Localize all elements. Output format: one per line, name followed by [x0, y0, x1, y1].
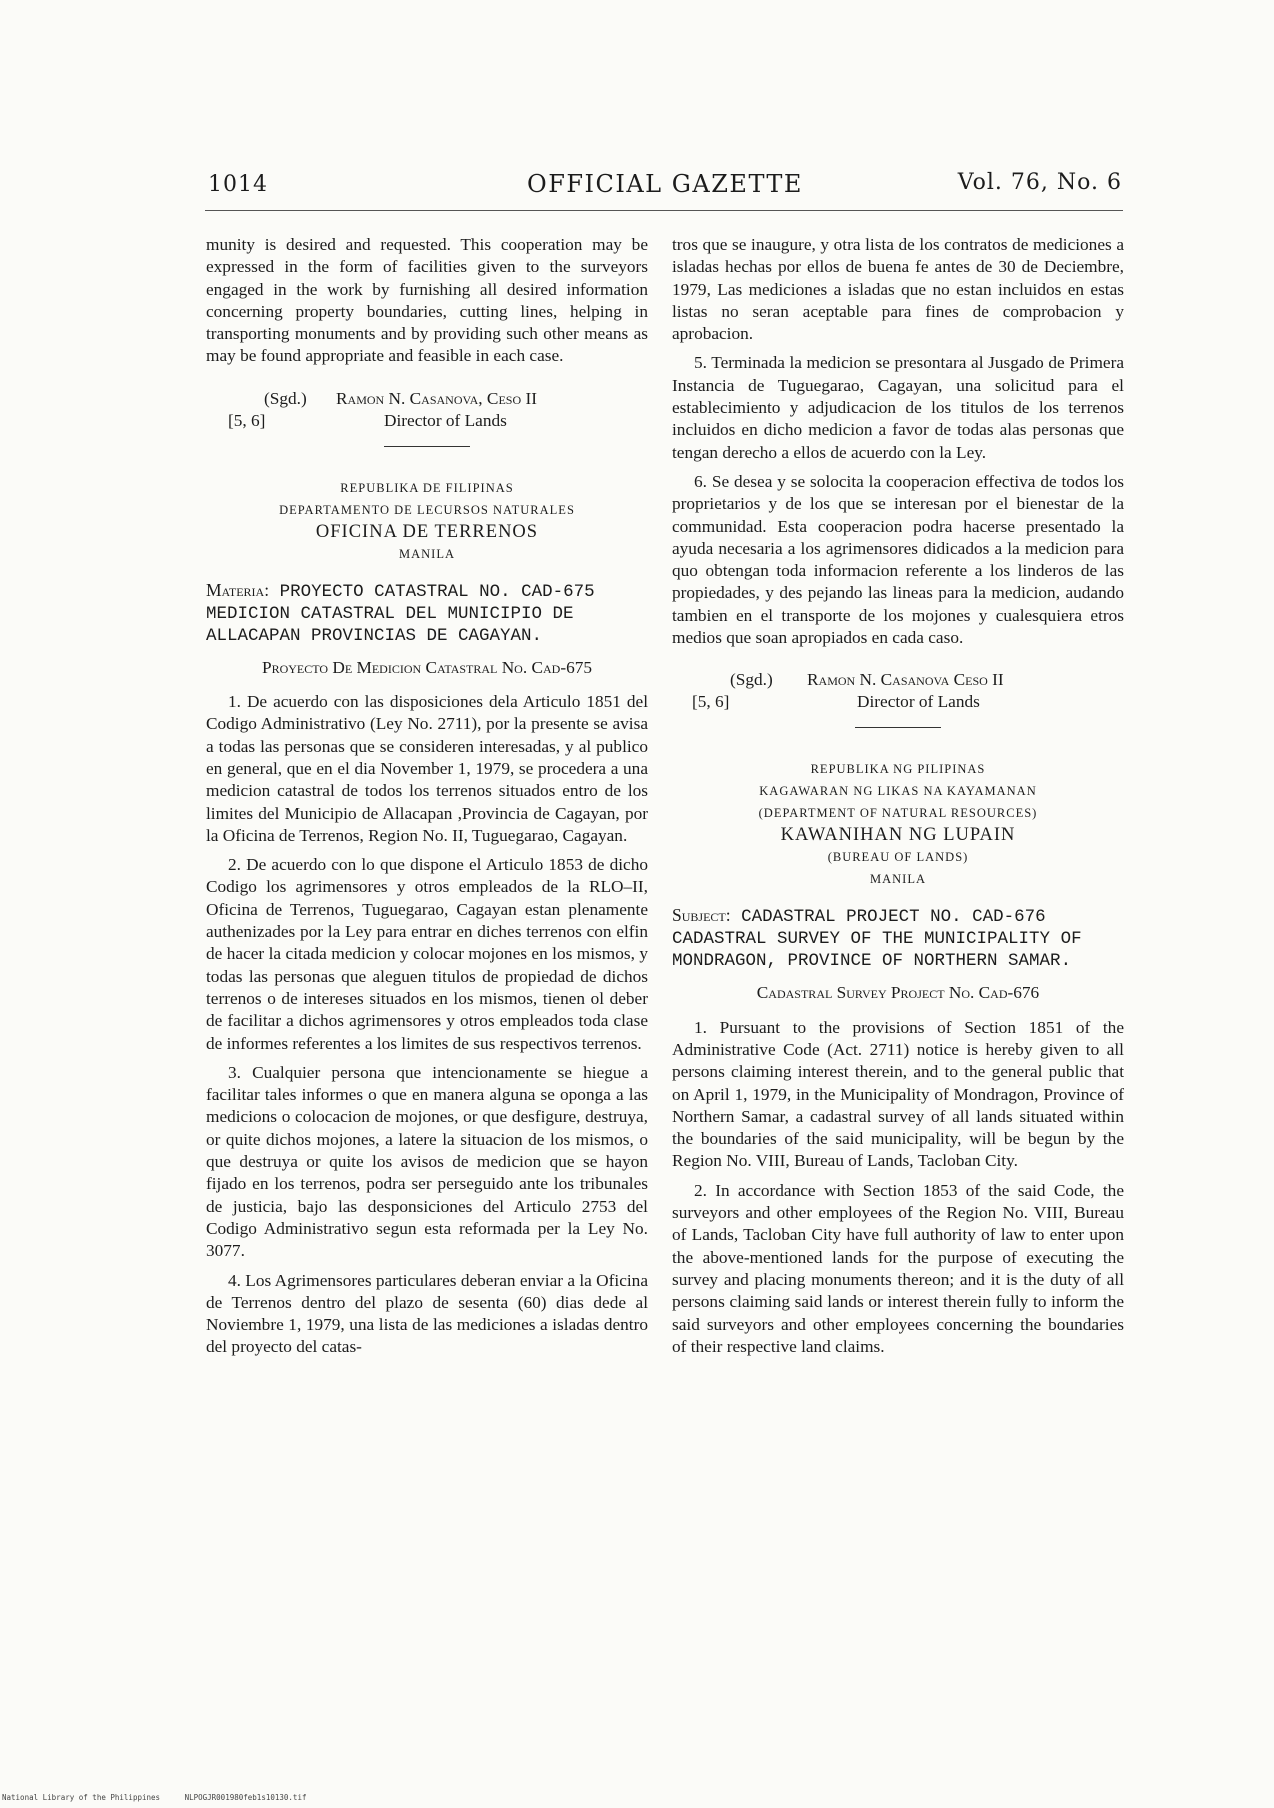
notice-republic: REPUBLIKA NG PILIPINAS — [810, 762, 986, 777]
notice-republic: REPUBLIKA DE FILIPINAS — [340, 480, 514, 495]
continued-paragraph: tros que se inaugure, y otra lista de los contratos de mediciones a isladas hechas por ellos de buena fe antes de 30 de Deciembre, 1979, Las mediciones a isladas que no estan incluidos en estas listas no seran aceptable para fines de comprobacion y aprobacion. — [672, 235, 1124, 344]
signer-name: Ramon N. Casanova Ceso II — [807, 670, 1004, 690]
left-column — [206, 234, 648, 1366]
signer-title: Director of Lands — [384, 410, 507, 430]
paragraph: 1. De acuerdo con las disposiciones dela Articulo 1851 del Codigo Administrativo (Ley No. 2711), por la presente se avisa a todas las personas que se consideren interesadas, y al publico en general, que en el dia November 1, 1979, se procedera a una medicion catastral de todos los terrenos situados entro de los limites del Municipio de Allacapan ,Provincia de Cagayan, por la Oficina de Terrenos, Region No. II, Tuguegarao, Cagayan. — [206, 692, 648, 845]
signed-mark: (Sgd.) — [264, 388, 307, 408]
page-number: 1014 — [208, 172, 268, 197]
project-heading: Cadastral Survey Project No. Cad-676 — [756, 983, 1040, 1003]
paragraph: 2. In accordance with Section 1853 of the said Code, the surveyors and other employees of the Region No. VIII, Bureau of Lands, Tacloban City have full authority of law to enter upon the above-mentioned lands for the purpose of executing the survey and placing monuments thereon; and it is the duty of all persons claiming said lands or interest therein fully to inform the said surveyors and other employees concerning the boundaries of their respective land claims. — [672, 1180, 1124, 1356]
page-header — [208, 168, 1122, 208]
notice-department: KAGAWARAN NG LIKAS NA KAYAMANAN — [759, 784, 1037, 799]
right-column — [672, 234, 1124, 1365]
section-divider — [855, 727, 941, 728]
notice-city: MANILA — [870, 872, 926, 887]
paragraph: 1. Pursuant to the provisions of Section 1851 of the Administrative Code (Act. 2711) notice is hereby given to all persons claiming interest therein, and to the general public that on April 1, 1979, in the Municipality of Mondragon, Province of Northern Samar, a cadastral survey of all lands situated within the boundaries of the said municipality, will be begun by the Region No. VIII, Bureau of Lands, Tacloban City. — [672, 1017, 1124, 1171]
paragraph: 5. Terminada la medicion se presontara al Jusgado de Primera Instancia de Tuguegarao, Cagayan, una solicitud para el establecimiento y adjudicacion de los titulos de los terrenos incluidos en dicho medicion a favor de todas alas personas que tengan derecho a ellos de acuerdo con la Ley. — [672, 353, 1124, 462]
section-divider — [384, 446, 470, 447]
library-credit: National Library of the Philippines — [2, 1793, 161, 1802]
notice-bureau-en: (BUREAU OF LANDS) — [827, 850, 969, 865]
publication-title: OFFICIAL GAZETTE — [527, 170, 803, 198]
paragraph: 2. De acuerdo con lo que dispone el Articulo 1853 de dicho Codigo los agrimensores y otros empleados de la RLO–II, Oficina de Terrenos, Tuguegarao, Cagayan estan plenamente authenizades por la Ley para entrar en diches terrenos con elfin de hacer la citada medicion y colocar mojones en los mismos, y todas las personas que aleguen titulos de propiedad de dichos terrenos o de intereses situados en los mismos, tienen ol deber de facilitar a dichos agrimensores y otros empleados toda clase de informes referentes a los limites de sus respectivos terrenos. — [206, 855, 648, 1053]
signature-block — [206, 388, 648, 434]
paragraph: 3. Cualquier persona que intencionamente se hiegue a facilitar tales informes o que en manera alguna se oponga a las medicions o colocacion de mojones, or que desfigure, destruya, or quite dichos mojones, a latere la situacion de los mismos, o que destruya or quite los avisos de medicion que se hayon fijado en los terrenos, podra ser perseguido ante los tribunales de justicia, bajo las desponsiciones del Articulo 2753 del Codigo Administrativo segun esta reformada per la Ley No. 3077. — [206, 1062, 648, 1261]
notice-office: KAWANIHAN NG LUPAIN — [780, 825, 1016, 846]
volume-label: Vol. 76, No. 6 — [957, 170, 1122, 195]
scan-footer — [2, 1793, 326, 1802]
issue-ref: [5, 6] — [692, 692, 730, 712]
notice-subject — [206, 579, 648, 647]
file-name: NLPOGJR001980feb1s10130.tif — [184, 1793, 307, 1802]
notice-department: DEPARTAMENTO DE LECURSOS NATURALES — [279, 502, 575, 517]
intro-paragraph: munity is desired and requested. This cooperation may be expressed in the form of facilities given to the surveyors engaged in the work by furnishing all desired information concerning property boundaries, cutting lines, helping in transporting monuments and by providing such other means as may be found appropriate and feasible in each case. — [206, 235, 648, 366]
header-rule — [205, 210, 1123, 211]
subject-text: PROYECTO CATASTRAL NO. CAD-675 MEDICION CATASTRAL DEL MUNICIPIO DE ALLACAPAN PROVINCIAS DE CAGAYAN. — [206, 581, 595, 646]
signature-block — [672, 669, 1124, 715]
signer-name: Ramon N. Casanova, Ceso II — [336, 388, 537, 408]
paragraph: 4. Los Agrimensores particulares deberan enviar a la Oficina de Terrenos dentro del plazo de sesenta (60) dias dede al Noviembre 1, 1979, una lista de las mediciones a isladas dentro del proyecto del catas- — [206, 1270, 648, 1357]
notice-department-en: (DEPARTMENT OF NATURAL RESOURCES) — [758, 806, 1038, 821]
notice-office: OFICINA DE TERRENOS — [315, 521, 539, 542]
notice-subject — [672, 904, 1124, 972]
issue-ref: [5, 6] — [228, 410, 266, 430]
signer-title: Director of Lands — [857, 692, 980, 712]
subject-text: CADASTRAL PROJECT NO. CAD-676 CADASTRAL SURVEY OF THE MUNICIPALITY OF MONDRAGON, PROVINCE OF NORTHERN SAMAR. — [672, 907, 1082, 972]
notice-city: MANILA — [399, 546, 455, 561]
subject-label: Subject: — [672, 905, 731, 926]
project-heading: Proyecto De Medicion Catastral No. Cad-675 — [261, 657, 593, 677]
paragraph: 6. Se desea y se solocita la cooperacion effectiva de todos los proprietarios y de los que se interesan por el bienestar de la communidad. Esta cooperacion podra hacerse presentado la ayuda necesaria a los agrimensores didicados a la medicion para quo obtengan toda informacion referente a los linderos de las propiedades, y des pejando las lineas para la medicion, audando tambien en el transporte de los mojones y cualesquiera etros medios que soan apropiados en cada caso. — [672, 471, 1124, 648]
subject-label: Materia: — [206, 579, 270, 600]
signed-mark: (Sgd.) — [730, 670, 773, 690]
